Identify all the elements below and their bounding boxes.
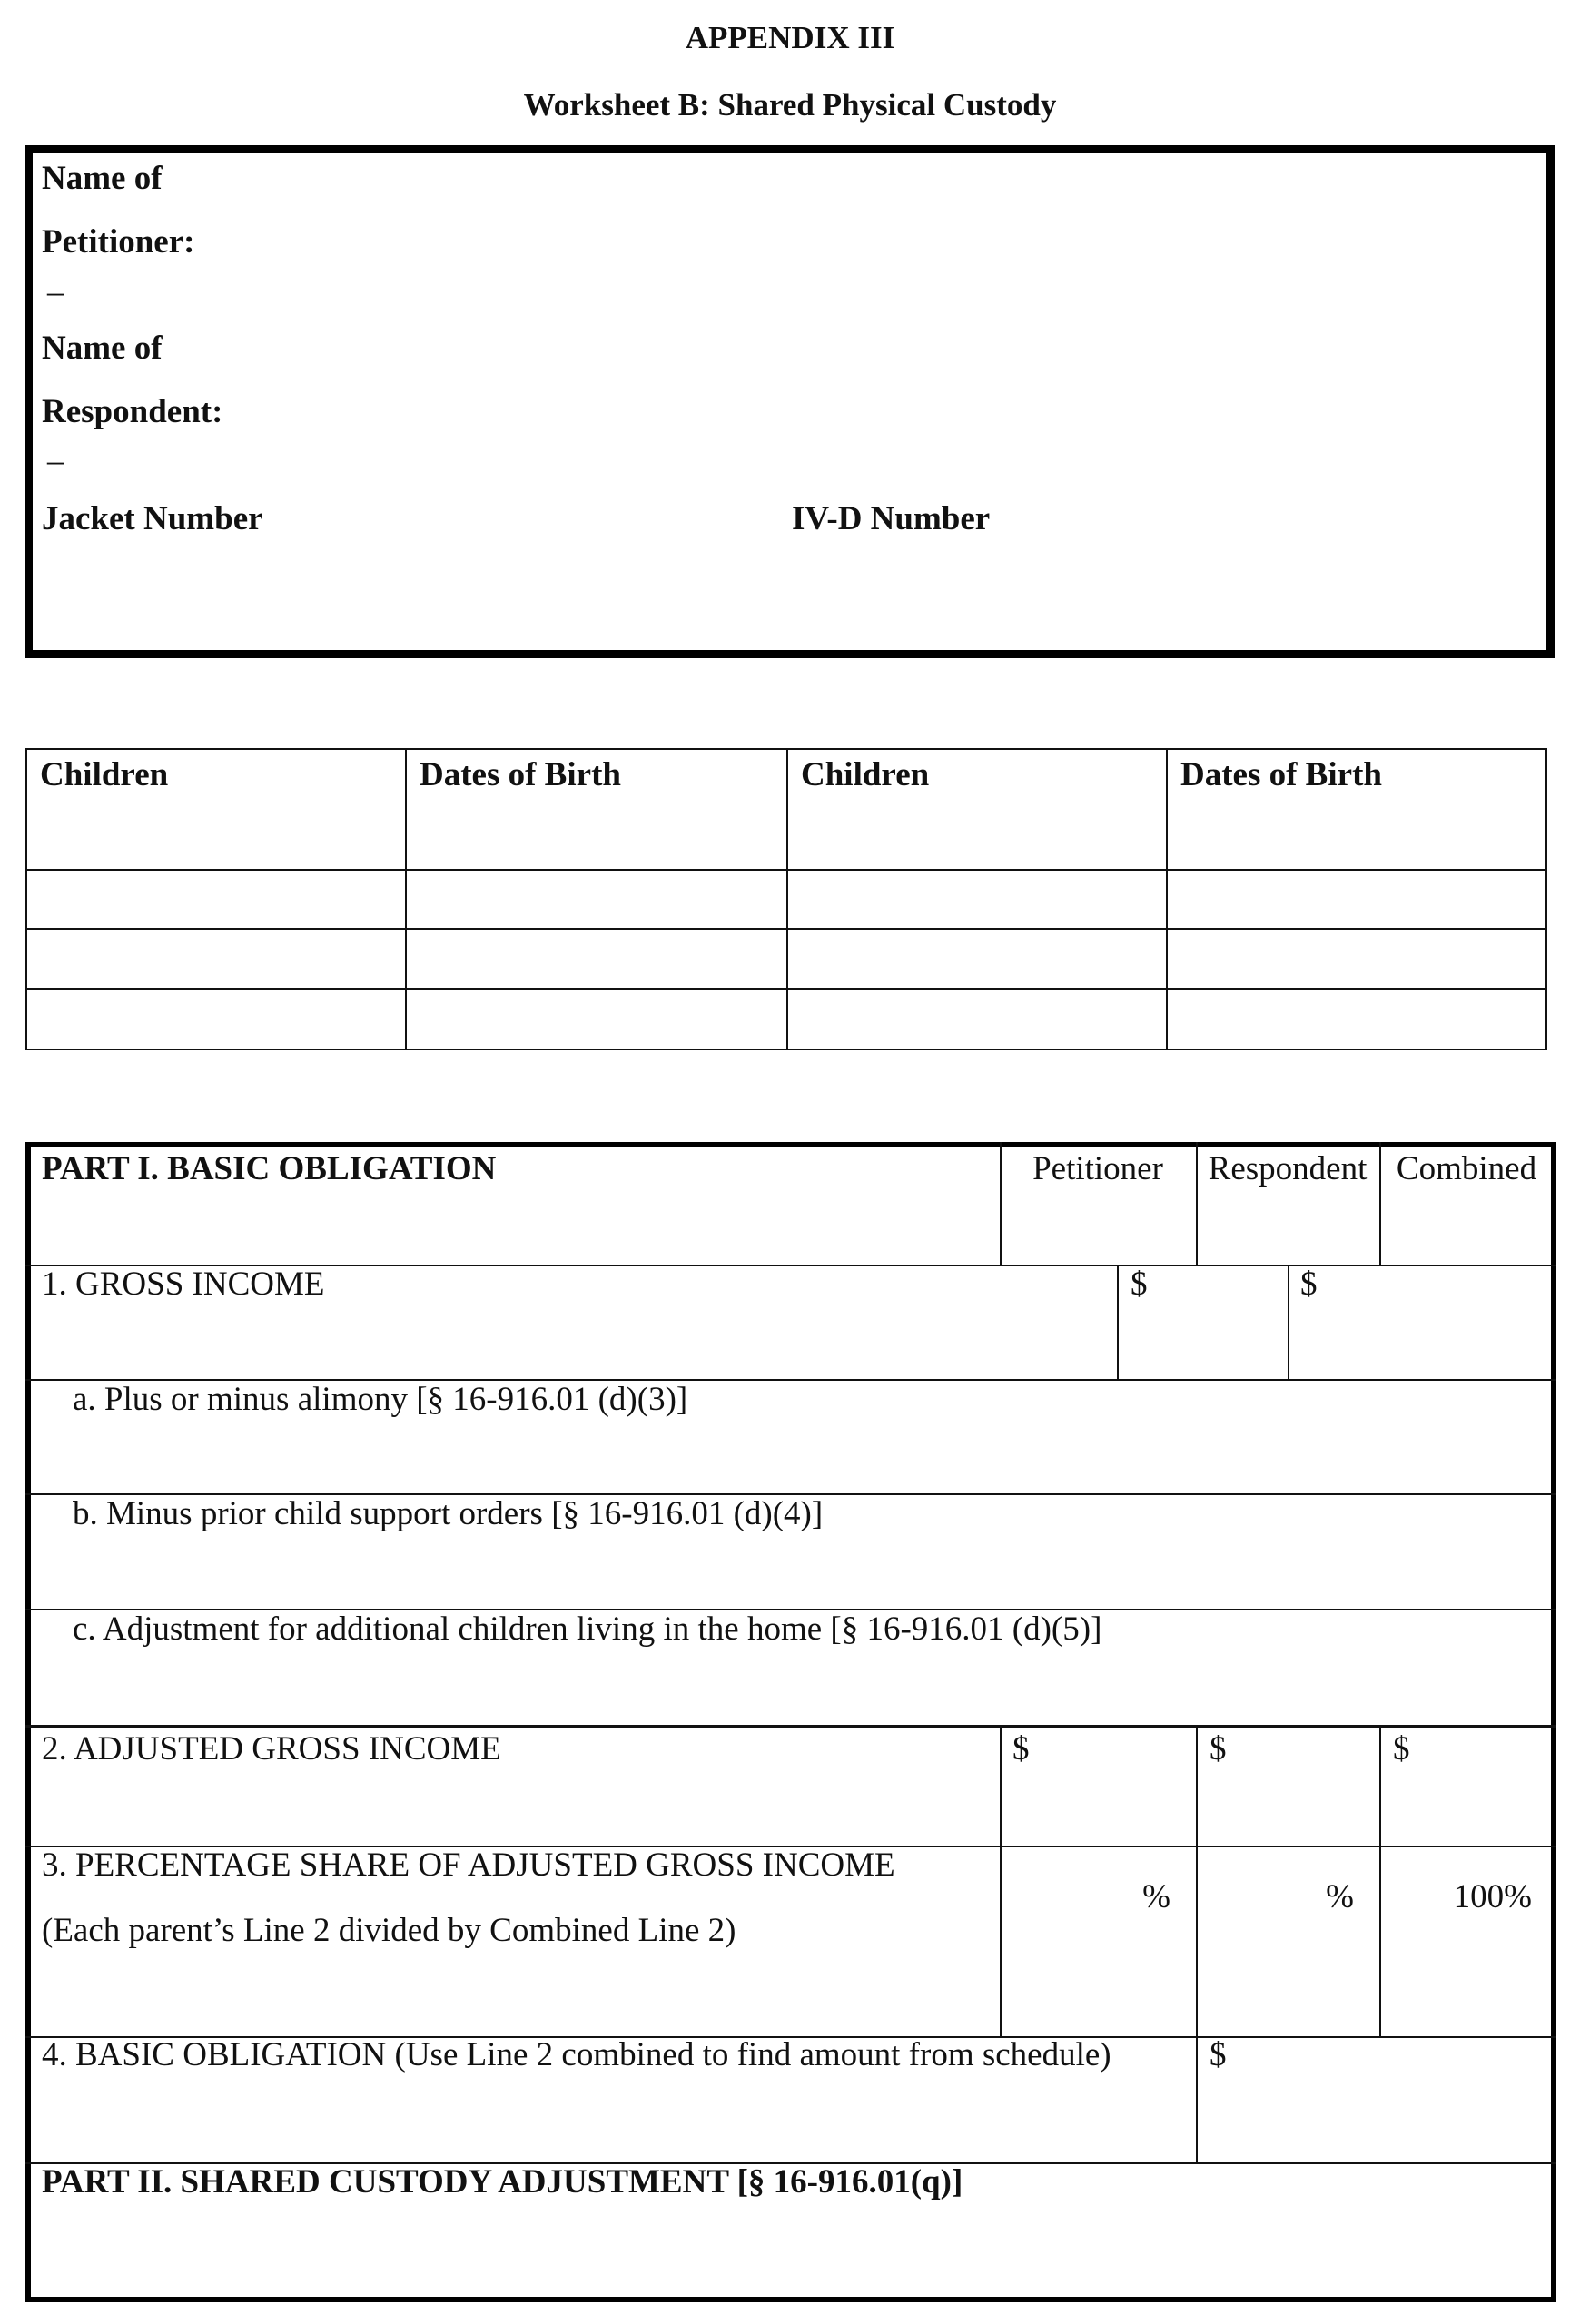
name-of-label-2: Name of bbox=[42, 330, 163, 367]
worksheet-border-right bbox=[1551, 1142, 1556, 2302]
petitioner-name-field[interactable] bbox=[182, 255, 1530, 257]
child-name-cell[interactable] bbox=[27, 871, 403, 927]
line4-amount-input[interactable] bbox=[1198, 2038, 1549, 2161]
line2-petitioner-input[interactable] bbox=[1002, 1728, 1194, 1844]
name-of-label-1: Name of bbox=[42, 160, 163, 197]
line3-combined-percent: 100% bbox=[1453, 1878, 1532, 1915]
line1-gross-income-label: 1. GROSS INCOME bbox=[42, 1265, 325, 1303]
line1-respondent-dollar: $ bbox=[1300, 1265, 1318, 1303]
line3-respondent-percent: % bbox=[1326, 1878, 1354, 1915]
child-name-cell[interactable] bbox=[788, 871, 1164, 927]
worksheet-border-top bbox=[25, 1142, 1556, 1147]
line1a-alimony-label: a. Plus or minus alimony [§ 16-916.01 (d)(3)] bbox=[73, 1381, 688, 1418]
respondent-name-field[interactable] bbox=[205, 425, 1534, 427]
child-dob-cell[interactable] bbox=[1168, 930, 1545, 987]
col-combined-header: Combined bbox=[1396, 1150, 1537, 1187]
jacket-number-field[interactable] bbox=[252, 532, 781, 534]
respondent-label: Respondent: bbox=[42, 393, 223, 430]
col-petitioner-header: Petitioner bbox=[1032, 1150, 1163, 1187]
line4-amount-dollar: $ bbox=[1210, 2036, 1227, 2073]
children-header: Children bbox=[801, 756, 930, 793]
line2-respondent-dollar: $ bbox=[1210, 1730, 1227, 1768]
worksheet-border-bottom bbox=[25, 2297, 1556, 2302]
child-name-cell[interactable] bbox=[788, 990, 1164, 1049]
ivd-number-field[interactable] bbox=[47, 572, 610, 574]
line2-petitioner-dollar: $ bbox=[1012, 1730, 1030, 1768]
line3-percentage-share-label: 3. PERCENTAGE SHARE OF ADJUSTED GROSS INCOME bbox=[42, 1846, 895, 1884]
line1-respondent-input[interactable] bbox=[1289, 1266, 1549, 1379]
line2-combined-input[interactable] bbox=[1381, 1728, 1550, 1844]
child-dob-cell[interactable] bbox=[407, 990, 785, 1049]
children-header: Children bbox=[40, 756, 169, 793]
petitioner-label: Petitioner: bbox=[42, 223, 195, 261]
line1b-prior-support-label: b. Minus prior child support orders [§ 16-916.01 (d)(4)] bbox=[73, 1495, 824, 1532]
line4-basic-obligation-label: 4. BASIC OBLIGATION (Use Line 2 combined to find amount from schedule) bbox=[42, 2036, 1111, 2073]
ivd-number-label: IV-D Number bbox=[792, 500, 991, 537]
parties-box bbox=[25, 145, 1555, 658]
petitioner-dash: – bbox=[47, 273, 64, 310]
line3-petitioner-input[interactable] bbox=[1002, 1847, 1194, 2034]
child-dob-cell[interactable] bbox=[1168, 990, 1545, 1049]
line3-petitioner-percent: % bbox=[1142, 1878, 1170, 1915]
line2-combined-dollar: $ bbox=[1393, 1730, 1410, 1768]
line3-note: (Each parent’s Line 2 divided by Combined Line 2) bbox=[42, 1912, 736, 1949]
child-dob-cell[interactable] bbox=[1168, 871, 1545, 927]
child-name-cell[interactable] bbox=[27, 990, 403, 1049]
worksheet-title: Worksheet B: Shared Physical Custody bbox=[523, 87, 1057, 123]
line2-adjusted-gross-income-label: 2. ADJUSTED GROSS INCOME bbox=[42, 1730, 501, 1768]
respondent-dash: – bbox=[47, 442, 64, 479]
dates-of-birth-header: Dates of Birth bbox=[1180, 756, 1382, 793]
col-respondent-header: Respondent bbox=[1208, 1150, 1368, 1187]
part2-title: PART II. SHARED CUSTODY ADJUSTMENT [§ 16-916.01(q)] bbox=[42, 2163, 963, 2201]
appendix-title: APPENDIX III bbox=[685, 20, 895, 55]
child-name-cell[interactable] bbox=[27, 930, 403, 987]
child-dob-cell[interactable] bbox=[407, 871, 785, 927]
line2-respondent-input[interactable] bbox=[1198, 1728, 1378, 1844]
line1-petitioner-dollar: $ bbox=[1131, 1265, 1148, 1303]
child-name-cell[interactable] bbox=[788, 930, 1164, 987]
child-dob-cell[interactable] bbox=[407, 930, 785, 987]
line3-respondent-input[interactable] bbox=[1198, 1847, 1378, 2034]
part1-title: PART I. BASIC OBLIGATION bbox=[42, 1150, 497, 1187]
line1-petitioner-input[interactable] bbox=[1119, 1266, 1286, 1379]
jacket-number-label: Jacket Number bbox=[42, 500, 263, 537]
line1c-additional-children-label: c. Adjustment for additional children living in the home [§ 16-916.01 (d)(5)] bbox=[73, 1610, 1102, 1648]
dates-of-birth-header: Dates of Birth bbox=[420, 756, 621, 793]
worksheet-border-left bbox=[25, 1142, 31, 2302]
